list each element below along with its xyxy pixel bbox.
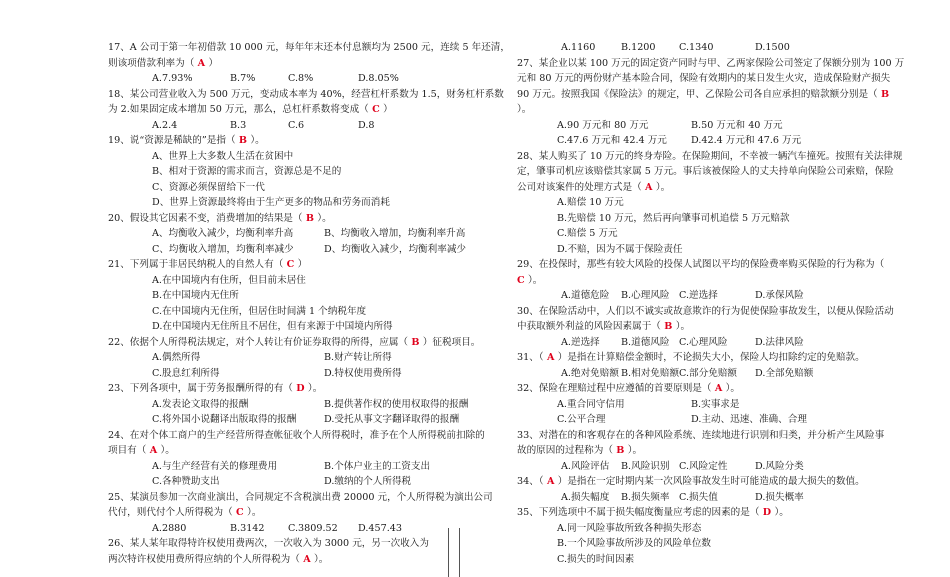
question-line	[108, 490, 510, 506]
option-text: A.发表论文取得的报酬	[152, 398, 249, 410]
question-text: ）。	[627, 445, 643, 456]
answer-mark: A	[194, 57, 209, 69]
option-text: C.在中国境内无住所，但居住时间满 1 个纳税年度	[152, 305, 367, 317]
left-column	[108, 40, 510, 567]
option-text: B.心理风险	[621, 290, 670, 301]
question-text: 21、下列属于非居民纳税人的自然人有（	[108, 259, 284, 270]
option-text: A.道德危险	[561, 290, 610, 301]
option-row	[517, 412, 913, 428]
option-text: A.与生产经营有关的修理费用	[152, 460, 278, 472]
option-text: C、资源必须保留给下一代	[152, 181, 265, 193]
option-line	[517, 195, 913, 211]
answer-mark: B	[877, 88, 890, 100]
option-text: B、均衡收入增加，均衡利率升高	[324, 228, 466, 239]
option-text: B.财产转让所得	[324, 352, 392, 363]
option-text: D、世界上资源最终将由于生产更多的物品和劳务而消耗	[152, 197, 390, 208]
option-text: A.同一风险事故所致各种损失形态	[557, 522, 702, 534]
option-text: B.提供著作权的使用权取得的报酬	[324, 398, 469, 410]
question-text: ）	[383, 104, 393, 115]
option-text: B.一个风险事故所涉及的风险单位数	[557, 538, 712, 549]
answer-mark: C	[232, 507, 248, 518]
answer-mark: B	[612, 445, 628, 456]
option-text: D.主动、迅速、准确、合理	[691, 414, 807, 425]
option-text: B.相对免赔额	[621, 367, 680, 379]
option-line	[108, 195, 510, 211]
option-row	[108, 242, 510, 258]
question-text: ）。	[774, 507, 789, 518]
option-text: D.风险分类	[755, 460, 804, 472]
option-text: A、世界上大多数人生活在贫困中	[152, 150, 294, 162]
answer-mark: A	[641, 181, 656, 193]
option-text: B.在中国境内无住所	[152, 290, 239, 301]
option-line	[517, 242, 913, 258]
question-text: 则该项借款利率为（	[108, 57, 195, 69]
question-text: ）	[208, 57, 219, 69]
option-text: D.法律风险	[755, 336, 804, 348]
question-text: 中获取额外利益的风险因素属于（	[517, 321, 661, 332]
question-line	[108, 335, 510, 351]
question-text: 故的原因的过程称为（	[517, 445, 613, 456]
option-line	[108, 149, 510, 165]
option-text: C.将外国小说翻译出版取得的报酬	[152, 414, 297, 425]
answer-mark: C	[517, 274, 528, 286]
option-text: C、均衡收入增加，均衡利率减少	[152, 243, 294, 255]
binding-gutter	[448, 528, 460, 577]
option-row	[108, 366, 510, 382]
option-text: B.实事求是	[691, 398, 740, 410]
question-line	[108, 257, 510, 273]
option-text: C.赔偿 5 万元	[557, 228, 618, 239]
question-text: 35、下列选项中不属于损失幅度衡量应考虑的因素的是（	[517, 507, 760, 518]
answer-mark: B	[660, 321, 676, 332]
option-text: A、均衡收入减少，均衡利率升高	[152, 228, 294, 239]
question-text: 定，肇事司机应该赔偿其家属 5 万元。事后该被保险人的丈夫持单向保险公司索赔，保险	[517, 166, 894, 177]
question-text: ）。	[307, 383, 323, 394]
question-text: ）。	[160, 445, 175, 456]
question-line	[108, 87, 510, 103]
option-row	[108, 412, 510, 428]
question-text: 元和 80 万元的两份财产基本险合同，保险有效期内的某日发生火灾，造成保险财产损失	[517, 73, 891, 84]
question-line	[108, 505, 510, 521]
option-line	[108, 273, 510, 289]
answer-mark: D	[759, 507, 775, 518]
question-line	[517, 319, 913, 335]
question-text: 29、在投保时，那些有较大风险的投保人试图以平均的保险费率购买保险的行为称为（	[517, 259, 885, 270]
option-text: A.风险评估	[561, 460, 610, 472]
question-text: 31、（	[517, 352, 544, 363]
question-line	[517, 56, 913, 72]
question-text: ）。	[314, 553, 329, 565]
option-text: D.8.05%	[358, 73, 399, 84]
option-text: B.3142	[230, 522, 265, 534]
option-text: D.损失概率	[755, 491, 804, 503]
question-text: ）。	[317, 212, 332, 224]
question-line	[517, 102, 913, 118]
question-line	[517, 428, 913, 444]
option-text: D.在中国境内无住所且不居住，但有来源于中国境内所得	[152, 321, 393, 332]
question-text: 代付，则代付个人所得税为（	[108, 507, 233, 518]
option-line	[517, 521, 913, 537]
option-text: C.47.6 万元和 42.4 万元	[557, 135, 667, 146]
option-row	[108, 459, 510, 475]
answer-mark: B	[235, 135, 251, 146]
option-text: A.逆选择	[561, 336, 600, 348]
option-text: A.90 万元和 80 万元	[557, 119, 649, 131]
option-text: A.偶然所得	[152, 352, 201, 363]
right-column	[517, 40, 913, 567]
question-line	[108, 443, 510, 459]
option-text: A.在中国境内有住所，但目前未居住	[152, 274, 306, 286]
option-line	[517, 536, 913, 552]
question-text: 22、依据个人所得税法规定，对个人转让有价证券取得的所得，应属（	[108, 336, 409, 348]
question-text: ）。	[250, 135, 265, 146]
question-text: ）。	[517, 104, 532, 115]
option-line	[108, 319, 510, 335]
question-text: ）征税项目。	[422, 336, 481, 348]
option-text: B.风险识别	[621, 460, 670, 472]
option-line	[517, 226, 913, 242]
question-line	[517, 474, 913, 490]
option-line	[108, 164, 510, 180]
question-text: 24、在对个体工商户的生产经营所得查帐征收个人所得税时，准予在个人所得税前扣除的	[108, 429, 485, 441]
option-text: C.心理风险	[679, 336, 728, 348]
option-row	[517, 459, 913, 475]
option-row	[517, 335, 913, 351]
option-text: C.公平合理	[557, 414, 606, 425]
answer-mark: A	[543, 352, 558, 363]
question-line	[108, 40, 510, 56]
question-text: ）是指在一定时期内某一次风险事故发生时可能造成的最大损失的数值。	[557, 476, 865, 487]
question-line	[517, 87, 913, 103]
answer-mark: C	[368, 104, 384, 115]
option-row	[517, 490, 913, 506]
option-text: C.损失值	[679, 491, 718, 503]
question-text: 公司对该案件的处理方式是（	[517, 181, 642, 193]
question-line	[517, 273, 913, 289]
question-line	[517, 149, 913, 165]
option-row	[517, 366, 913, 382]
option-row	[108, 350, 510, 366]
option-text: B.个体户业主的工资支出	[324, 460, 431, 472]
option-row	[108, 397, 510, 413]
option-text: D.42.4 万元和 47.6 万元	[691, 135, 802, 146]
option-text: C.股息红利所得	[152, 367, 220, 379]
question-line	[517, 257, 913, 273]
question-text: 28、某人购买了 10 万元的终身寿险。在保险期间，不幸被一辆汽车撞死。按照有关法律规	[517, 150, 903, 162]
option-row	[108, 118, 510, 134]
option-text: D.全部免赔额	[755, 367, 814, 379]
answer-mark: A	[711, 383, 726, 394]
answer-mark: A	[299, 553, 314, 565]
option-text: D.承保风险	[755, 290, 804, 301]
option-text: A.重合同守信用	[557, 398, 625, 410]
option-text: B.先赔偿 10 万元，然后再向肇事司机追偿 5 万元赔款	[557, 212, 790, 224]
answer-mark: B	[408, 336, 423, 348]
answer-mark: B	[302, 212, 318, 224]
question-text: 32、保险在理赔过程中应遵循的首要原则是（	[517, 383, 712, 394]
option-text: C.损失的时间因素	[557, 553, 635, 565]
option-text: A.2.4	[152, 119, 178, 131]
option-row	[108, 474, 510, 490]
option-text: A.2880	[152, 522, 187, 534]
question-text: 为 2.如果固定成本增加 50 万元，那么，总杠杆系数将变成（	[108, 104, 369, 115]
option-text: B.1200	[621, 42, 656, 53]
question-line	[517, 304, 913, 320]
option-text: D.特权使用费所得	[324, 367, 402, 379]
option-text: D、均衡收入减少，均衡利率减少	[324, 243, 467, 255]
question-text: ）是指在计算赔偿金额时，不论损失大小，保险人均扣除约定的免赔款。	[557, 352, 865, 363]
option-row	[517, 133, 913, 149]
question-text: 30、在保险活动中，人们以不诚实或故意欺诈的行为促使保险事故发生，以便从保险活动	[517, 305, 894, 317]
question-line	[517, 381, 913, 397]
option-text: A.绝对免赔额	[561, 367, 619, 379]
option-text: C.6	[288, 119, 305, 131]
question-line	[517, 164, 913, 180]
option-row	[108, 226, 510, 242]
question-text: 项目有（	[108, 445, 147, 456]
option-text: A.赔偿 10 万元	[557, 197, 624, 208]
option-text: D.缴纳的个人所得税	[324, 476, 412, 487]
question-text: ）	[297, 259, 308, 270]
question-line	[108, 102, 510, 118]
question-text: 27、某企业以某 100 万元的固定资产同时与甲、乙两家保险公司签定了保额分别为 100 万	[517, 57, 905, 69]
option-line	[517, 211, 913, 227]
question-text: 两次特许权使用费所得应纳的个人所得税为（	[108, 553, 300, 565]
question-line	[517, 71, 913, 87]
question-text: 90 万元。按照我国《保险法》的规定，甲、乙保险公司各自应承担的赔款额分别是（	[517, 88, 878, 100]
option-text: C.各种赞助支出	[152, 476, 220, 487]
question-text: ）。	[725, 383, 741, 394]
option-row	[517, 40, 913, 56]
question-text: 17、A 公司于第一年初借款 10 000 元，每年年末还本付息额均为 2500 元，连续 5 年还清，	[108, 42, 510, 53]
answer-mark: A	[146, 445, 161, 456]
option-text: A.1160	[561, 42, 596, 53]
question-text: ）。	[655, 181, 671, 193]
option-line	[108, 304, 510, 320]
question-line	[108, 428, 510, 444]
option-text: C.8%	[288, 73, 314, 84]
question-line	[517, 443, 913, 459]
question-text: ）。	[247, 507, 262, 518]
question-text: 25、某演员参加一次商业演出，合同规定不含税演出费 20000 元，个人所得税为演出公司	[108, 491, 493, 503]
option-line	[108, 288, 510, 304]
question-line	[517, 350, 913, 366]
option-text: B、相对于资源的需求而言，资源总是不足的	[152, 166, 342, 177]
question-text: 19、说“资源是稀缺的”是指（	[108, 135, 236, 146]
option-text: D.1500	[755, 42, 790, 53]
option-text: B.7%	[230, 73, 256, 84]
option-row	[108, 71, 510, 87]
option-row	[517, 118, 913, 134]
option-text: D.不赔，因为不属于保险责任	[557, 243, 683, 255]
option-text: C.风险定性	[679, 460, 728, 472]
question-text: ）。	[675, 321, 691, 332]
option-text: A.损失幅度	[561, 491, 610, 503]
option-row	[517, 397, 913, 413]
option-text: B.道德风险	[621, 336, 670, 348]
answer-mark: C	[283, 259, 298, 270]
option-text: B.50 万元和 40 万元	[691, 119, 783, 131]
question-line	[108, 56, 510, 72]
question-text: 23、下列各项中，属于劳务报酬所得的有（	[108, 383, 293, 394]
question-text: 34、（	[517, 476, 544, 487]
question-text: ）。	[527, 274, 543, 286]
option-line	[108, 180, 510, 196]
option-text: C.部分免赔额	[679, 367, 738, 379]
question-line	[108, 133, 510, 149]
question-text: 18、某公司营业收入为 500 万元，变动成本率为 40%，经营杠杆系数为 1.5，财务杠杆系数	[108, 88, 504, 100]
answer-mark: D	[292, 383, 308, 394]
question-text: 26、某人某年取得特许权使用费两次，一次收入为 3000 元，另一次收入为	[108, 538, 429, 549]
question-line	[108, 381, 510, 397]
option-text: B.损失频率	[621, 491, 670, 503]
option-text: C.逆选择	[679, 290, 718, 301]
question-text: 33、对潜在的和客观存在的各种风险系统、连续地进行识别和归类，并分析产生风险事	[517, 429, 885, 441]
option-text: A.7.93%	[152, 73, 193, 84]
option-row	[517, 288, 913, 304]
option-text: D.8	[358, 119, 375, 131]
question-line	[108, 211, 510, 227]
option-text: D.457.43	[358, 522, 402, 534]
option-line	[517, 552, 913, 568]
option-text: C.1340	[679, 42, 714, 53]
question-text: 20、假设其它因素不变，消费增加的结果是（	[108, 212, 303, 224]
question-line	[517, 180, 913, 196]
option-text: C.3809.52	[288, 522, 338, 534]
question-line	[517, 505, 913, 521]
option-text: D.受托从事文字翻译取得的报酬	[324, 414, 460, 425]
answer-mark: A	[543, 476, 558, 487]
option-text: B.3	[230, 119, 247, 131]
